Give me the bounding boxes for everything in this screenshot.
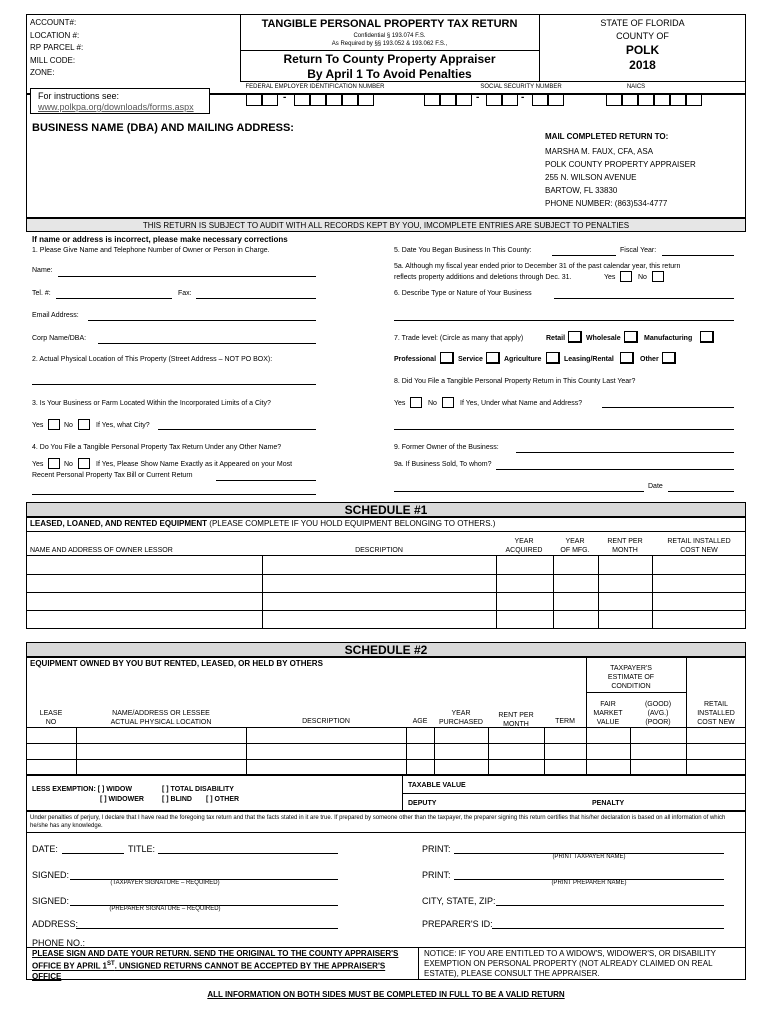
sold-to-input[interactable] xyxy=(496,469,734,470)
audit-notice: THIS RETURN IS SUBJECT TO AUDIT WITH ALL RECORDS KEPT BY YOU, IMCOMPLETE ENTRIES ARE SUBJECT TO PENALTIES xyxy=(142,221,630,230)
title-input[interactable] xyxy=(158,853,338,854)
q4-no-checkbox[interactable] xyxy=(78,458,90,469)
date-input[interactable] xyxy=(62,853,124,854)
account-field-label: RP PARCEL #: xyxy=(30,43,84,52)
condition-estimate: TAXPAYER'S ESTIMATE OF CONDITION xyxy=(607,665,655,690)
fax-label: Fax: xyxy=(178,290,192,297)
question-8: 8. Did You File a Tangible Personal Property Return in This County Last Year? xyxy=(394,378,636,385)
phone-label: PHONE NO.: xyxy=(32,938,86,948)
col-lease-no: LEASE NO xyxy=(39,710,63,726)
tel-label: Tel. #: xyxy=(32,290,51,297)
col-fair-value: FAIR MARKET VALUE xyxy=(593,701,623,726)
email-input[interactable] xyxy=(88,320,316,321)
mail-to-line: POLK COUNTY PROPERTY APPRAISER xyxy=(545,160,696,169)
instructions-link[interactable]: www.polkpa.org/downloads/forms.aspx xyxy=(38,102,194,112)
question-4: 4. Do You File a Tangible Personal Property Tax Return Under any Other Name? xyxy=(32,444,282,451)
fax-input[interactable] xyxy=(196,298,316,299)
city-state-zip-input[interactable] xyxy=(496,905,724,906)
col-term: TERM xyxy=(555,718,575,725)
sold-to-input-2[interactable] xyxy=(394,491,644,492)
mail-to-heading: MAIL COMPLETED RETURN TO: xyxy=(545,132,669,141)
fein-label: FEDERAL EMPLOYER IDENTIFICATION NUMBER xyxy=(245,84,385,90)
question-7: 7. Trade level: (Circle as many that apply) xyxy=(394,335,524,342)
q8-no-checkbox[interactable] xyxy=(442,397,454,408)
deadline-title: By April 1 To Avoid Penalties xyxy=(307,67,472,81)
taxable-value: TAXABLE VALUE xyxy=(408,782,466,789)
naics-label: NAICS xyxy=(626,84,646,90)
county-label: COUNTY OF xyxy=(616,31,669,41)
col-condition: (GOOD) (AVG.) (POOR) xyxy=(644,701,672,726)
form-title: TANGIBLE PERSONAL PROPERTY TAX RETURN xyxy=(261,18,518,30)
question-6: 6. Describe Type or Nature of Your Business xyxy=(394,290,532,297)
if-yes-city: If Yes, what City? xyxy=(96,422,150,429)
q8-address-input[interactable] xyxy=(394,429,734,430)
mail-to-address xyxy=(545,145,696,210)
question-1: 1. Please Give Name and Telephone Number of Owner or Person in Charge. xyxy=(32,247,270,254)
corp-input[interactable] xyxy=(98,343,316,344)
address-input[interactable] xyxy=(76,928,338,929)
other-name-input[interactable] xyxy=(216,480,316,481)
sign-notice: PLEASE SIGN AND DATE YOUR RETURN. SEND THE ORIGINAL TO THE COUNTY APPRAISER'S OFFICE BY APRIL 1ST. UNSIGNED RETURNS CANNOT BE ACCEPTED BY THE APPRAISER'S OFFICE xyxy=(32,949,399,981)
mail-to-line: 255 N. WILSON AVENUE xyxy=(545,173,637,182)
schedule-1-table xyxy=(26,517,746,629)
name-label: Name: xyxy=(32,267,53,274)
instructions-label: For instructions see: xyxy=(38,91,120,101)
mail-to-line: MARSHA M. FAUX, CFA, ASA xyxy=(545,147,654,156)
professional-checkbox[interactable] xyxy=(440,352,454,364)
account-field-label: LOCATION #: xyxy=(30,30,80,40)
corp-label: Corp Name/DBA: xyxy=(32,335,87,342)
col-year-mfg: YEAR OF MFG. xyxy=(560,538,590,554)
fiscal-input[interactable] xyxy=(662,255,734,256)
began-date-input[interactable] xyxy=(552,255,616,256)
state-label: STATE OF FLORIDA xyxy=(600,18,685,28)
location-input[interactable] xyxy=(32,384,316,385)
email-label: Email Address: xyxy=(32,312,79,319)
fiscal-label: Fiscal Year: xyxy=(620,247,657,254)
q8-if-yes: If Yes, Under what Name and Address? xyxy=(460,400,583,407)
exemption-notice: NOTICE: IF YOU ARE ENTITLED TO A WIDOW'S, WIDOWER'S, OR DISABILITY EXEMPTION ON PERSONAL PROPERTY (NOT ALREADY CLAIMED ON REAL ESTATE), PLEASE CONSULT THE APPRAISER. xyxy=(424,949,716,978)
tax-year: 2018 xyxy=(629,58,656,72)
col-description: DESCRIPTION xyxy=(355,547,403,554)
exemption-label: LESS EXEMPTION: [ ] WIDOW xyxy=(32,786,132,793)
ssn-label: SOCIAL SECURITY NUMBER xyxy=(480,84,562,90)
col-owner-lessor: NAME AND ADDRESS OF OWNER LESSOR xyxy=(30,547,173,554)
col-lessee: NAME/ADDRESS OR LESSEE ACTUAL PHYSICAL LOCATION xyxy=(110,710,212,726)
leasing-checkbox[interactable] xyxy=(620,352,634,364)
q5a-yes-checkbox[interactable] xyxy=(620,271,632,282)
q8-yes-checkbox[interactable] xyxy=(410,397,422,408)
schedule-2-subtitle: EQUIPMENT OWNED BY YOU BUT RENTED, LEASED, OR HELD BY OTHERS xyxy=(30,659,323,668)
return-to-title: Return To County Property Appraiser xyxy=(283,52,496,66)
city-input[interactable] xyxy=(158,429,316,430)
col-retail-cost-2: RETAIL INSTALLED COST NEW xyxy=(697,701,735,726)
statute-note: As Required by §§ 193.052 & 193.062 F.S., xyxy=(331,41,448,47)
penalty: PENALTY xyxy=(592,800,625,807)
schedule-1-subtitle: LEASED, LOANED, AND RENTED EQUIPMENT xyxy=(30,519,208,528)
business-name-label: BUSINESS NAME (DBA) AND MAILING ADDRESS: xyxy=(32,122,294,134)
q4-yes-checkbox[interactable] xyxy=(48,458,60,469)
tel-input[interactable] xyxy=(56,298,172,299)
col-rent-2: RENT PER MONTH xyxy=(498,712,534,728)
col-age: AGE xyxy=(412,718,428,725)
q3-no-checkbox[interactable] xyxy=(78,419,90,430)
date-label: Date xyxy=(648,483,663,490)
account-fields xyxy=(30,17,83,80)
former-owner-input[interactable] xyxy=(516,452,734,453)
question-5a: 5a. Although my fiscal year ended prior to December 31 of the past calendar year, this return xyxy=(394,263,681,270)
account-field-label: MILL CODE: xyxy=(30,55,76,65)
deputy: DEPUTY xyxy=(408,800,437,807)
name-input[interactable] xyxy=(58,276,316,277)
retail-checkbox[interactable] xyxy=(568,331,582,343)
q8-name-input[interactable] xyxy=(602,407,734,408)
question-3: 3. Is Your Business or Farm Located Within the Incorporated Limits of a City? xyxy=(32,400,271,407)
other-checkbox[interactable] xyxy=(662,352,676,364)
col-year-purchased: YEAR PURCHASED xyxy=(439,710,483,726)
service-checkbox[interactable] xyxy=(486,352,500,364)
account-field-label: ZONE: xyxy=(30,68,55,77)
sold-date-input[interactable] xyxy=(668,491,734,492)
correction-note: If name or address is incorrect, please make necessary corrections xyxy=(32,235,288,244)
wholesale-checkbox[interactable] xyxy=(624,331,638,343)
question-9: 9. Former Owner of the Business: xyxy=(394,444,499,451)
tax-return-form: ACCOUNT#: LOCATION #: RP PARCEL #: MILL CODE: ZONE: TANGIBLE PERSONAL PROPERTY TAX RETURN Confidential § 193.074 F.S. As Required by §§ 193.052 & 193.062 F.S., Return To County Property Appraiser By April 1 To Avoid Penalties STATE OF FLORIDA COUNTY OF POLK 2018 FEDERAL EMPLOYER IDENTIFICATION NUMBER SOCIAL SECURITY NUMBER NAICS - - - For instructions see: www.polkpa.org/downloads/forms.aspx BUSINESS NAME (DBA) AND MAILING ADDRESS: MAIL COMPLETED RETURN TO: MARSHA M. FAUX, CFA, ASA POLK COUNTY PROPERTY APPRAISER 255 N. WILSON AVENUE BARTOW, FL 33830 PHONE NUMBER: (863)534-4777 THIS RETURN IS SUBJECT TO AUDIT WITH ALL RECORDS KEPT BY YOU, IMCOMPLETE ENTRIES ARE SUBJECT TO PENALTIES If name or address is incorrect, please make necessary corrections 1. Please Give Name and Telephone Number of Owner or Person in Charge. Name: Tel. #: Fax: Email Address: Corp Name/DBA: 2. Actual Physical Location of This Property (Street Address – NOT PO BOX): 3. Is Your Business or Farm Located Within the Incorporated Limits of a City? Yes No If Yes, what City? 4. Do You File a Tangible Personal Property Tax Return Under any Other Name? Yes No If Yes, Please Show Name Exactly as it Appeared on your Most Recent Personal Property Tax Bill or Current Return 5. Date You Began Business In This County: Fiscal Year: 5a. Although my fiscal year ended prior to December 31 of the past calendar year, this return reflects property additions and deletions through Dec. 31. Yes No 6. Describe Type or Nature of Your Business 7. Trade level: (Circle as many that apply) Retail Wholesale Manufacturing Professional Service Agriculture Leasing/Rental Other 8. Did You File a Tangible Personal Property Return in This County Last Year? Yes No If Yes, Under what Name and Address? 9. Former Owner of the Business: 9a. If Business Sold, To whom? Date SCHEDULE #1 LEASED, LOANED, AND RENTED EQUIPMENT (PLEASE COMPLETE IF YOU HOLD EQUIPMENT BELONGING TO OTHERS.) NAME AND ADDRESS OF OWNER LESSOR DESCRIPTION YEAR ACQUIRED YEAR OF MFG. RENT PER MONTH RETAIL INSTALLED COST NEW SCHEDULE #2 EQUIPMENT OWNED BY YOU BUT RENTED, LEASED, OR HELD BY OTHERS TAXPAYER'S ESTIMATE OF CONDITION LEASE NO NAME/ADDRESS OR LESSEE ACTUAL PHYSICAL LOCATION DESCRIPTION AGE YEAR PURCHASED RENT PER MONTH TERM FAIR MARKET VALUE (GOOD) (AVG.) (POOR) RETAIL INSTALLED COST NEW LESS EXEMPTION: [ ] WIDOW [ ] TOTAL DISABILITY [ ] WIDOWER [ ] BLIND [ ] OTHER TAXABLE VALUE DEPUTY PENALTY Under penalties of perjury, I declare that I have read the foregoing tax return and that the facts stated in it are true. If prepared by someone other than the taxpayer, the preparer signing this return certifies that his/her declaration is based on all information of which he/she has any knowledge. DATE: TITLE: PRINT: (PRINT TAXPAYER NAME) SIGNED: (TAXPAYER SIGNATURE – REQUIRED) PRINT: (PRINT PREPARER NAME) SIGNED: (PREPARER SIGNATURE – REQUIRED) CITY, STATE, ZIP: ADDRESS: PREPARER'S ID: PHONE NO.: PLEASE SIGN AND DATE YOUR RETURN. SEND THE ORIGINAL TO THE COUNTY APPRAISER'S OFFICE BY APRIL 1ST. UNSIGNED RETURNS CANNOT BE ACCEPTED BY THE APPRAISER'S OFFICE NOTICE: IF YOU ARE ENTITLED TO A WIDOW'S, WIDOWER'S, OR DISABILITY EXEMPTION ON PERSONAL PROPERTY (NOT ALREADY CLAIMED ON REAL ESTATE), PLEASE CONSULT THE APPRAISER. ALL INFORMATION ON BOTH SIDES MUST BE COMPLETED IN FULL TO BE A VALID RETURN xyxy=(26,14,746,1014)
question-5: 5. Date You Began Business In This County: xyxy=(394,247,532,254)
mail-to-line: BARTOW, FL 33830 xyxy=(545,186,618,195)
question-9a: 9a. If Business Sold, To whom? xyxy=(394,461,492,468)
county-name: POLK xyxy=(625,43,660,57)
other-name-input-2[interactable] xyxy=(32,494,316,495)
footer-notice: ALL INFORMATION ON BOTH SIDES MUST BE COMPLETED IN FULL TO BE A VALID RETURN xyxy=(207,990,565,999)
business-type-input-2[interactable] xyxy=(394,320,734,321)
q5a-no-checkbox[interactable] xyxy=(652,271,664,282)
account-field-label: ACCOUNT#: xyxy=(30,18,77,27)
mail-to-line: PHONE NUMBER: (863)534-4777 xyxy=(545,199,668,208)
agriculture-checkbox[interactable] xyxy=(546,352,560,364)
col-rent: RENT PER MONTH xyxy=(607,538,643,554)
schedule-2-title: SCHEDULE #2 xyxy=(26,642,746,657)
schedule-1-title: SCHEDULE #1 xyxy=(26,502,746,517)
perjury-statement: Under penalties of perjury, I declare that I have read the foregoing tax return and that the facts stated in it are true. If prepared by someone other than the taxpayer, the preparer signing this return certifies that his/her declaration is based on all information of which he/she has any knowledge. xyxy=(30,815,726,829)
col-retail-cost: RETAIL INSTALLED COST NEW xyxy=(667,538,731,554)
col-year-acquired: YEAR ACQUIRED xyxy=(505,538,543,554)
question-2: 2. Actual Physical Location of This Property (Street Address – NOT PO BOX): xyxy=(32,356,273,363)
confidential-note: Confidential § 193.074 F.S. xyxy=(353,33,426,39)
manufacturing-checkbox[interactable] xyxy=(700,331,714,343)
col-description-2: DESCRIPTION xyxy=(302,718,350,725)
q3-yes-checkbox[interactable] xyxy=(48,419,60,430)
business-type-input[interactable] xyxy=(554,298,734,299)
preparer-id-input[interactable] xyxy=(492,928,724,929)
